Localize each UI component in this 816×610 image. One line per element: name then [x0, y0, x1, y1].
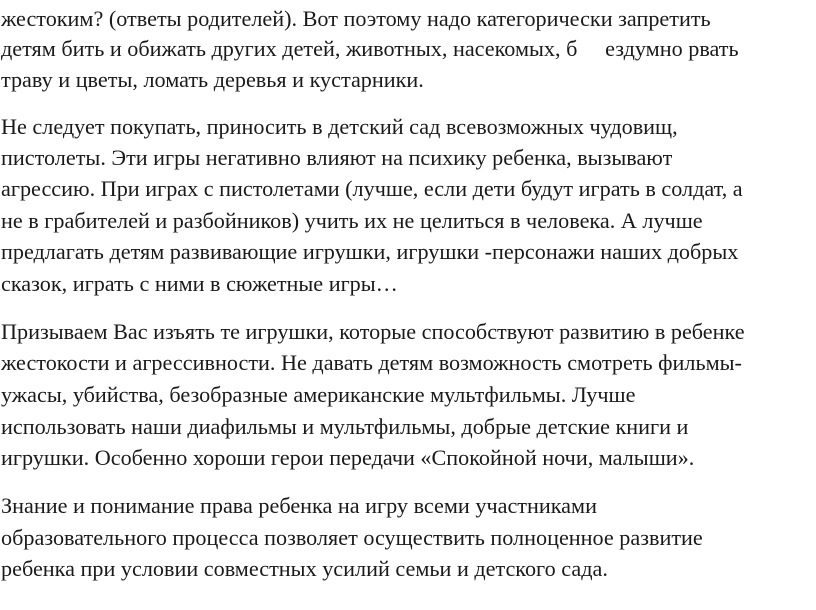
text-line: образовательного процесса позволяет осуществить полноценное развитие	[1, 525, 703, 550]
text-line: жестокости и агрессивности. Не давать детям возможность смотреть фильмы-	[1, 350, 742, 375]
text-line: жестоким? (ответы родителей). Вот поэтому надо категорически запретить	[1, 6, 711, 31]
text-line: детям бить и обижать других детей, животных, насекомых, б ездумно рвать	[1, 36, 739, 61]
text-line: ребенка при условии совместных усилий семьи и детского сада.	[1, 556, 608, 581]
text-line: пистолеты. Эти игры негативно влияют на психику ребенка, вызывают	[1, 145, 673, 170]
text-line: ужасы, убийства, безобразные американские мультфильмы. Лучше	[1, 382, 636, 407]
text-line: Не следует покупать, приносить в детский сад всевозможных чудовищ,	[1, 114, 678, 139]
text-line: Знание и понимание права ребенка на игру всеми участниками	[1, 493, 597, 518]
text-line: не в грабителей и разбойников) учить их не целиться в человека. А лучше	[1, 208, 703, 233]
text-line: предлагать детям развивающие игрушки, игрушки -персонажи наших добрых	[1, 239, 739, 264]
text-line: траву и цветы, ломать деревья и кустарники.	[1, 67, 424, 92]
text-line: Призываем Вас изъять те игрушки, которые способствуют развитию в ребенке	[1, 319, 745, 344]
text-line: игрушки. Особенно хороши герои передачи «Спокойной ночи, малыши».	[1, 445, 695, 470]
text-line: использовать наши диафильмы и мультфильмы, добрые детские книги и	[1, 414, 689, 439]
text-line: агрессию. При играх с пистолетами (лучше, если дети будут играть в солдат, а	[1, 176, 743, 201]
text-line: сказок, играть с ними в сюжетные игры…	[1, 271, 398, 296]
